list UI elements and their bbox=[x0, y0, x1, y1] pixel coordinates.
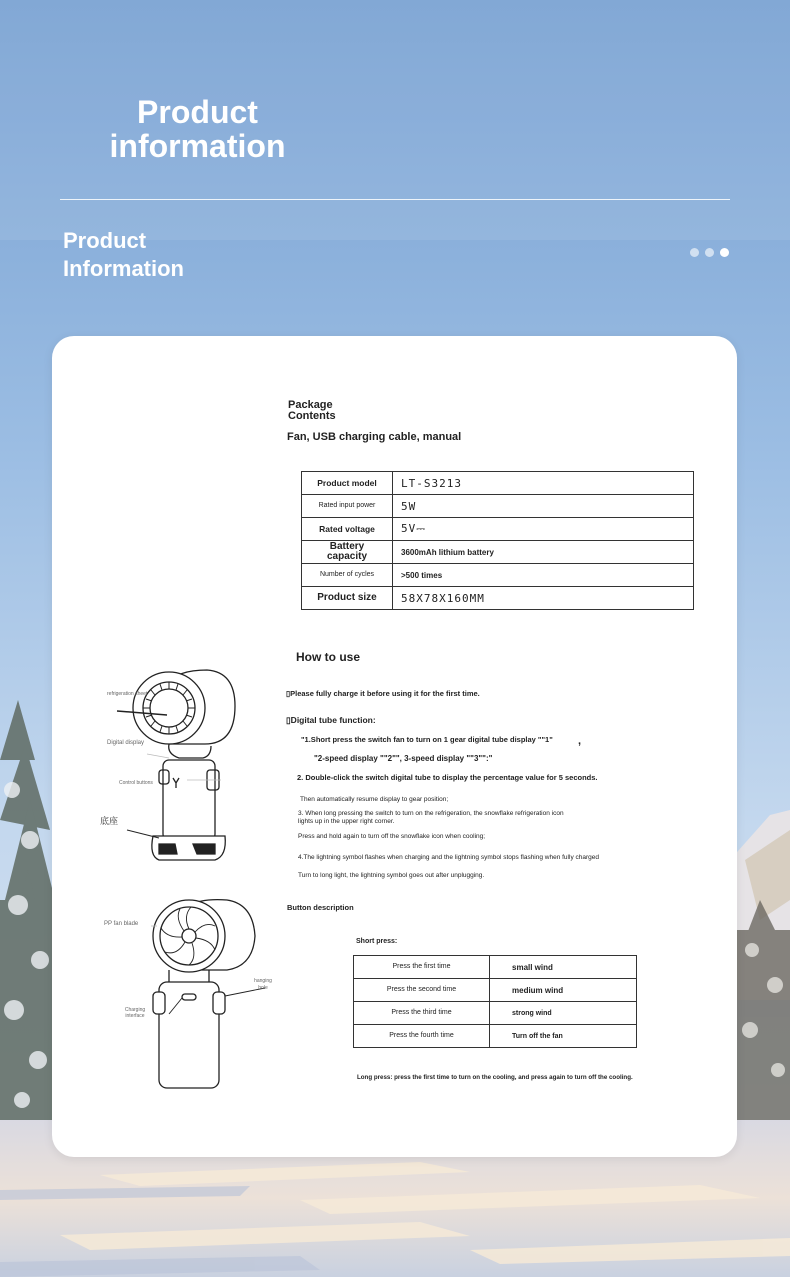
instruction-line: Then automatically resume display to gear position; bbox=[300, 796, 449, 803]
table-row bbox=[354, 956, 637, 979]
instruction-line: ▯Digital tube function: bbox=[286, 715, 376, 725]
page-title bbox=[0, 95, 395, 163]
spec-value: >500 times bbox=[393, 564, 694, 587]
pagination-dot-active bbox=[720, 248, 729, 257]
table-row bbox=[354, 1025, 637, 1048]
label-control-buttons: Control buttons bbox=[119, 780, 153, 786]
spec-value: 5V⎓ bbox=[393, 518, 694, 541]
spec-label: Product size bbox=[302, 587, 393, 610]
table-row bbox=[302, 472, 694, 495]
instruction-line: "2-speed display ""2"", 3-speed display ""3"":" bbox=[314, 754, 493, 763]
label-pp-fan-blade: PP fan blade bbox=[104, 921, 139, 927]
how-to-use-heading: How to use bbox=[296, 650, 361, 664]
table-row bbox=[354, 1002, 637, 1025]
press-result: Turn off the fan bbox=[490, 1025, 637, 1048]
table-row bbox=[302, 564, 694, 587]
spec-value: 58X78X160MM bbox=[393, 587, 694, 610]
spec-label: Rated voltage bbox=[302, 518, 393, 541]
long-press-note: Long press: press the first time to turn on the cooling, and press again to turn off the cooling. bbox=[357, 1074, 633, 1081]
instruction-line: Turn to long light, the lightning symbol goes out after unplugging. bbox=[298, 872, 485, 879]
short-press-label: Short press: bbox=[356, 938, 398, 945]
label-charging-interface: Charging interface bbox=[124, 1007, 146, 1019]
instruction-line: Press and hold again to turn off the snowflake icon when cooling; bbox=[298, 833, 486, 840]
label-refrigeration: refrigeration sheet bbox=[107, 691, 148, 697]
table-row bbox=[302, 587, 694, 610]
press-result: medium wind bbox=[490, 979, 637, 1002]
subtitle-line-1: Product bbox=[63, 228, 147, 253]
press-action: Press the first time bbox=[354, 956, 490, 979]
package-items: Fan, USB charging cable, manual bbox=[287, 431, 462, 443]
instruction-mark: , bbox=[578, 735, 582, 747]
instruction-line bbox=[298, 810, 564, 826]
instruction-line: ▯Please fully charge it before using it for the first time. bbox=[286, 689, 480, 698]
instruction-line: "1.Short press the switch fan to turn on 1 gear digital tube display ""1" bbox=[301, 735, 553, 744]
title-line-1: Product bbox=[137, 94, 258, 130]
press-table bbox=[353, 955, 637, 1048]
label-hanging-hole: hanging hole bbox=[254, 978, 272, 991]
title-line-2: information bbox=[109, 128, 286, 164]
spec-value: LT-S3213 bbox=[393, 472, 694, 495]
instruction-line-part: 3. When long pressing the switch to turn on the refrigeration, the snowflake refrigeration icon bbox=[298, 810, 564, 817]
package-heading bbox=[288, 400, 336, 422]
pagination-dot bbox=[705, 248, 714, 257]
instruction-line-part: lights up in the upper right corner. bbox=[298, 818, 395, 825]
press-result: small wind bbox=[490, 956, 637, 979]
press-action: Press the second time bbox=[354, 979, 490, 1002]
header-divider bbox=[60, 199, 730, 200]
table-row bbox=[354, 979, 637, 1002]
subtitle-line-2: Information bbox=[63, 256, 184, 281]
info-card bbox=[52, 336, 737, 1157]
press-action: Press the third time bbox=[354, 1002, 490, 1025]
table-row bbox=[302, 518, 694, 541]
button-description-heading: Button description bbox=[287, 903, 354, 912]
spec-label: Battery capacity bbox=[302, 541, 393, 564]
pagination-dot bbox=[690, 248, 699, 257]
spec-value: 3600mAh lithium battery bbox=[393, 541, 694, 564]
table-row bbox=[302, 541, 694, 564]
spec-value: 5W bbox=[393, 495, 694, 518]
table-row bbox=[302, 495, 694, 518]
spec-label: Product model bbox=[302, 472, 393, 495]
press-result: strong wind bbox=[490, 1002, 637, 1025]
label-digital-display: Digital display bbox=[107, 740, 145, 746]
instruction-line: 4.The lightning symbol flashes when charging and the lightning symbol stops flashing when fully charged bbox=[298, 854, 599, 861]
instruction-line: 2. Double-click the switch digital tube to display the percentage value for 5 seconds. bbox=[297, 773, 598, 782]
spec-label: Rated input power bbox=[302, 495, 393, 518]
label-base: 底座 bbox=[100, 816, 119, 826]
fan-diagram-blade bbox=[147, 896, 287, 1091]
pagination-dots bbox=[690, 248, 729, 257]
press-action: Press the fourth time bbox=[354, 1025, 490, 1048]
spec-label: Number of cycles bbox=[302, 564, 393, 587]
spec-table bbox=[301, 471, 694, 610]
package-heading-line-2: Contents bbox=[288, 410, 336, 422]
section-title bbox=[63, 227, 184, 283]
package-heading-line-1: Package bbox=[288, 399, 333, 411]
